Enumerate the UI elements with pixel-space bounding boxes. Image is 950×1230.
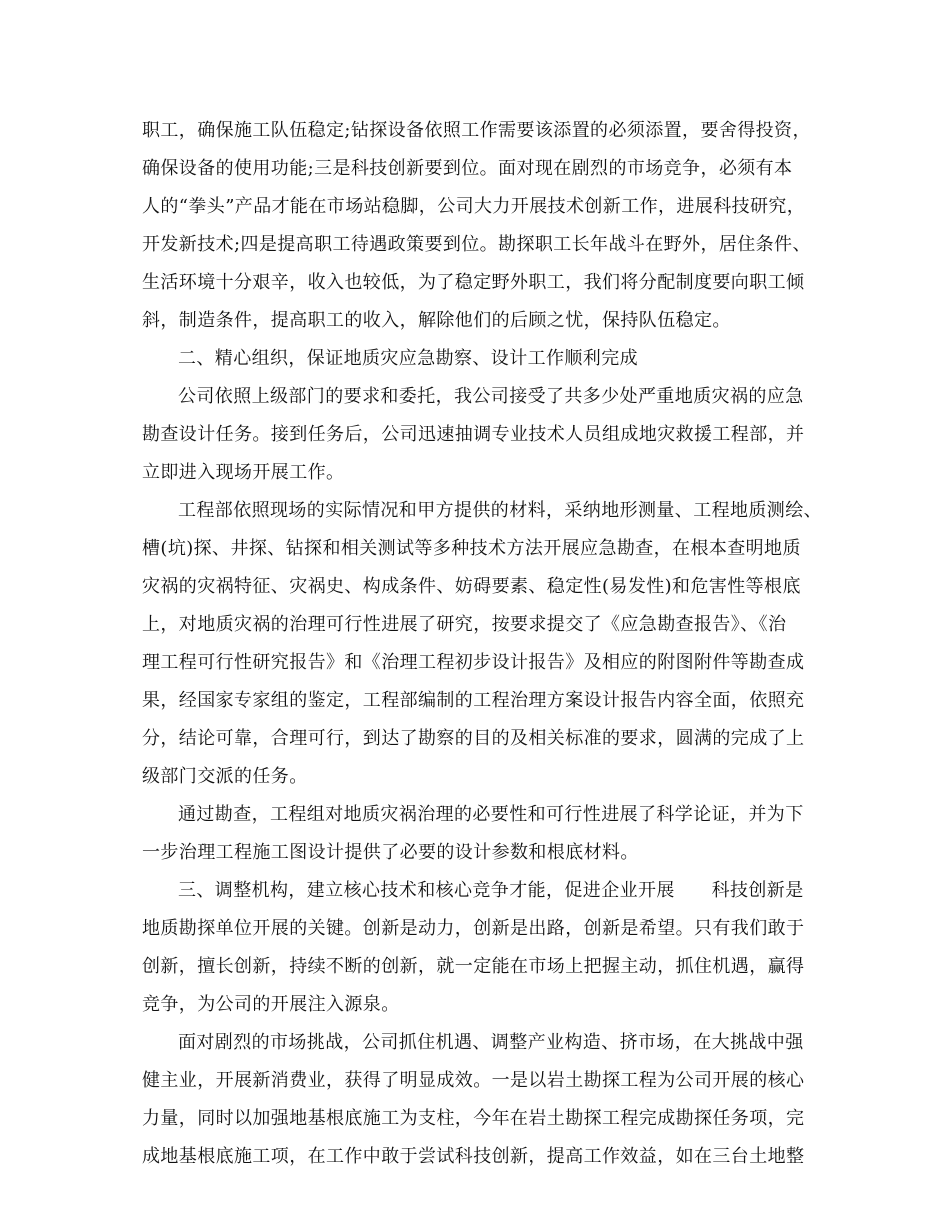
- text-line: 工程部依照现场的实际情况和甲方提供的材料，采纳地形测量、工程地质测绘、: [178, 500, 822, 521]
- text-line: 力量，同时以加强地基根底施工为支柱，今年在岩土勘探工程完成勘探任务项，完: [142, 1108, 805, 1129]
- text-line: 确保设备的使用功能;三是科技创新要到位。面对现在剧烈的市场竞争，必须有本: [142, 158, 793, 179]
- text-line: 果，经国家专家组的鉴定，工程部编制的工程治理方案设计报告内容全面，依照充: [142, 690, 805, 711]
- text-line: 地质勘探单位开展的关键。创新是动力，创新是出路，创新是希望。只有我们敢于: [142, 918, 805, 939]
- text-line: 一步治理工程施工图设计提供了必要的设计参数和根底材料。: [142, 842, 639, 863]
- text-line: 上，对地质灾祸的治理可行性进展了研究，按要求提交了《应急勘查报告》、《治: [142, 614, 787, 635]
- text-line: 斜，制造条件，提高职工的收入，解除他们的后顾之忧，保持队伍稳定。: [142, 310, 731, 331]
- text-line: 职工，确保施工队伍稳定;钻探设备依照工作需要该添置的必须添置，要舍得投资，: [142, 120, 811, 141]
- text-line: 成地基根底施工项，在工作中敢于尝试科技创新，提高工作效益，如在三台土地整: [142, 1146, 805, 1167]
- text-line: 灾祸的灾祸特征、灾祸史、构成条件、妨碍要素、稳定性(易发性)和危害性等根底: [142, 576, 801, 597]
- section-heading: 三、调整机构，建立核心技术和核心竞争才能，促进企业开展 科技创新是: [178, 880, 804, 901]
- text-line: 竞争，为公司的开展注入源泉。: [142, 994, 400, 1015]
- text-line: 生活环境十分艰辛，收入也较低，为了稳定野外职工，我们将分配制度要向职工倾: [142, 272, 805, 293]
- text-line: 创新，擅长创新，持续不断的创新，就一定能在市场上把握主动，抓住机遇，赢得: [142, 956, 805, 977]
- text-line: 理工程可行性研究报告》和《治理工程初步设计报告》及相应的附图附件等勘查成: [142, 652, 805, 673]
- text-line: 立即进入现场开展工作。: [142, 462, 345, 483]
- text-line: 分，结论可靠，合理可行，到达了勘察的目的及相关标准的要求，圆满的完成了上: [142, 728, 805, 749]
- text-line: 勘查设计任务。接到任务后，公司迅速抽调专业技术人员组成地灾救援工程部，并: [142, 424, 805, 445]
- text-line: 公司依照上级部门的要求和委托，我公司接受了共多少处严重地质灾祸的应急: [178, 386, 804, 407]
- text-line: 人的“拳头”产品才能在市场站稳脚，公司大力开展技术创新工作，进展科技研究，: [142, 196, 806, 217]
- text-line: 面对剧烈的市场挑战，公司抓住机遇、调整产业构造、挤市场，在大挑战中强: [178, 1032, 804, 1053]
- text-line: 槽(坑)探、井探、钻探和相关测试等多种技术方法开展应急勘查，在根本查明地质: [142, 538, 801, 559]
- text-line: 级部门交派的任务。: [142, 766, 308, 787]
- text-line: 通过勘查，工程组对地质灾祸治理的必要性和可行性进展了科学论证，并为下: [178, 804, 804, 825]
- text-line: 开发新技术;四是提高职工待遇政策要到位。勘探职工长年战斗在野外，居住条件、: [142, 234, 811, 255]
- document-body: [142, 112, 826, 1176]
- section-heading: 二、精心组织，保证地质灾应急勘察、设计工作顺利完成: [178, 348, 638, 369]
- text-line: 健主业，开展新消费业，获得了明显成效。一是以岩土勘探工程为公司开展的核心: [142, 1070, 805, 1091]
